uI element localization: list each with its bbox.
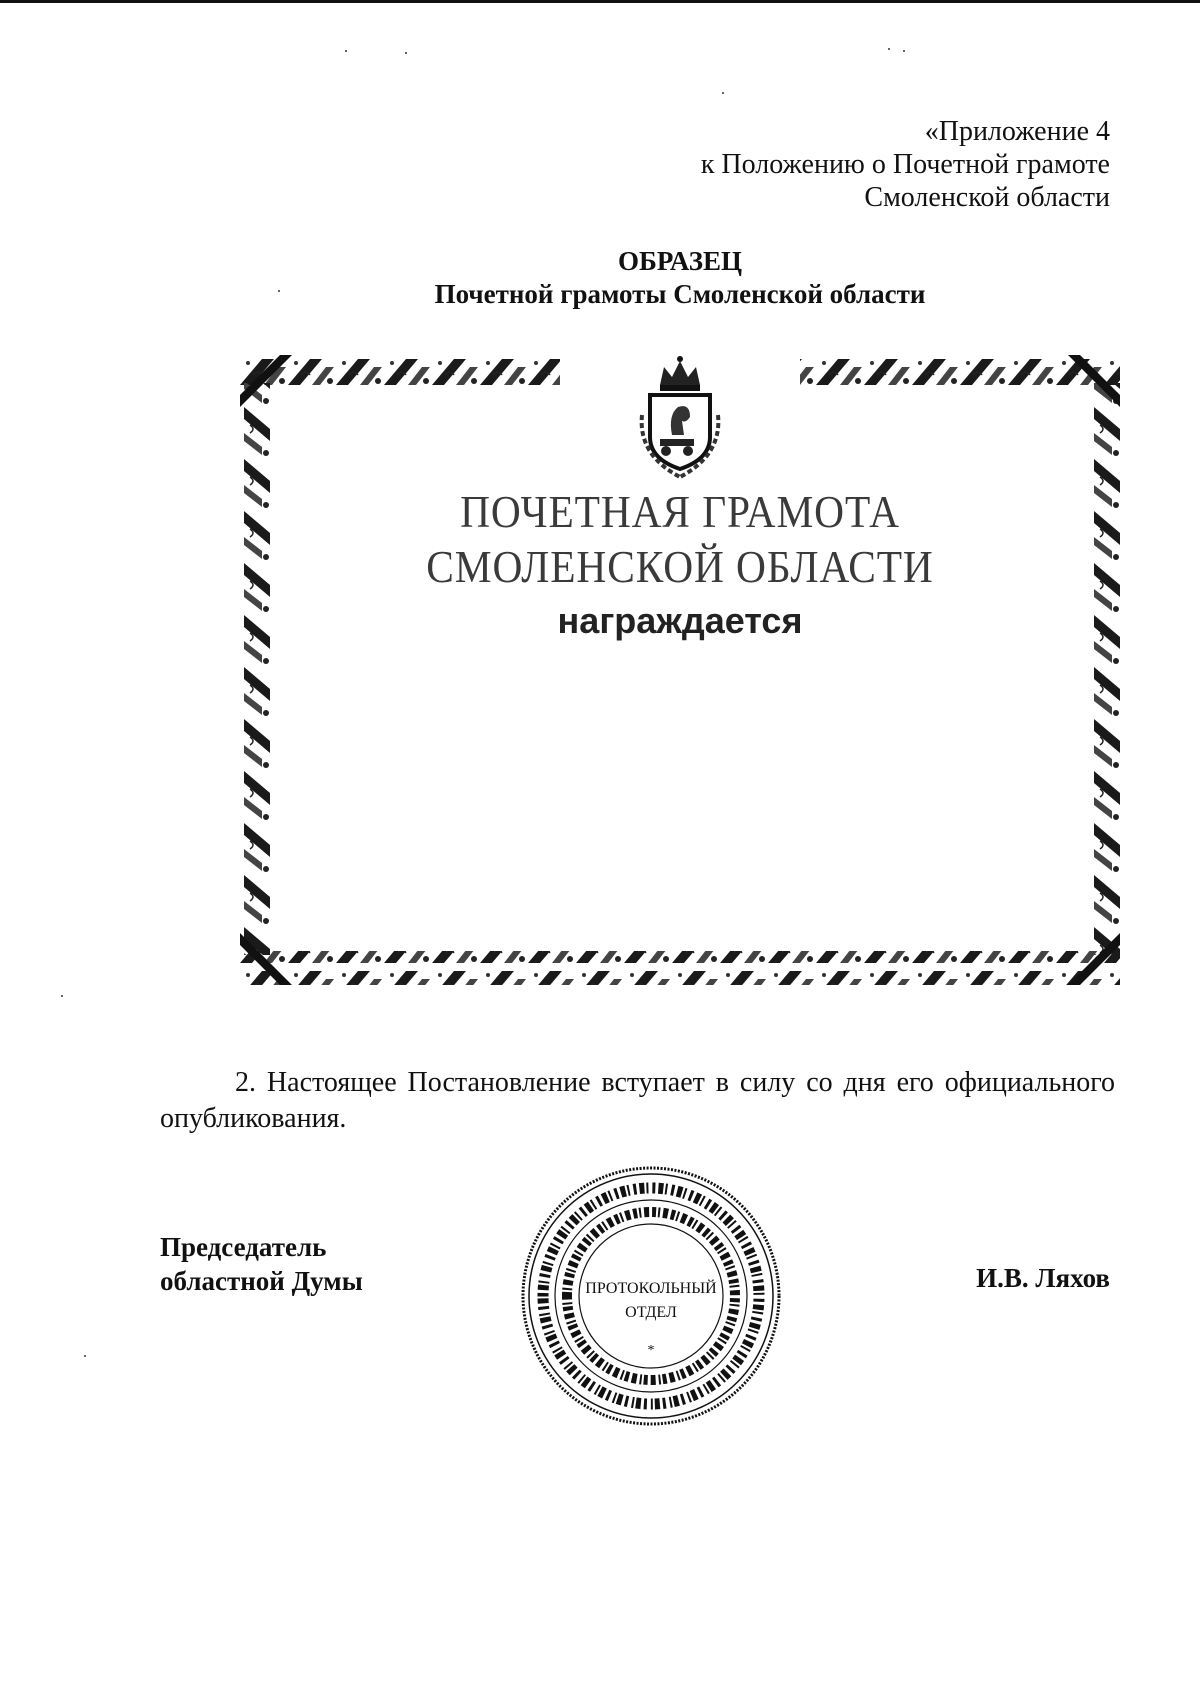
certificate-title-line: ПОЧЕТНАЯ ГРАМОТА (460, 486, 900, 537)
appendix-line: к Положению о Почетной грамоте (700, 149, 1110, 180)
certificate-sample (240, 355, 1120, 985)
signatory-position (160, 1230, 363, 1298)
signatory-position-line: областной Думы (160, 1266, 363, 1296)
appendix-note (701, 115, 1110, 214)
sample-title: ОБРАЗЕЦ (618, 246, 742, 276)
official-seal-stamp (520, 1165, 782, 1427)
certificate-title-line: СМОЛЕНСКОЙ ОБЛАСТИ (426, 541, 934, 592)
scan-speck (903, 50, 905, 52)
sample-heading (0, 245, 1200, 311)
appendix-line: «Приложение 4 (924, 116, 1110, 147)
scan-top-edge (0, 0, 1200, 3)
seal-center-line: ОТДЕЛ (625, 1304, 677, 1321)
sample-subtitle: Почетной грамоты Смоленской области (434, 279, 926, 309)
smolensk-coat-of-arms-icon (620, 355, 740, 485)
certificate-awarded-label: награждается (557, 600, 803, 641)
scan-speck (84, 1355, 86, 1357)
scan-speck (405, 52, 407, 54)
signatory-position-line: Председатель (160, 1232, 327, 1262)
scan-speck (345, 50, 347, 52)
appendix-line: Смоленской области (864, 182, 1110, 213)
scan-speck (888, 48, 890, 50)
scan-speck (722, 92, 724, 94)
signatory-name: И.В. Ляхов (976, 1263, 1110, 1293)
scan-speck (61, 995, 63, 997)
seal-center-text (520, 1277, 782, 1325)
seal-center-line: ПРОТОКОЛЬНЫЙ (585, 1280, 717, 1297)
clause-paragraph: 2. Настоящее Постановление вступает в силу со дня его официального опубликования. (160, 1067, 1115, 1134)
svg-text:*: * (647, 1343, 655, 1358)
